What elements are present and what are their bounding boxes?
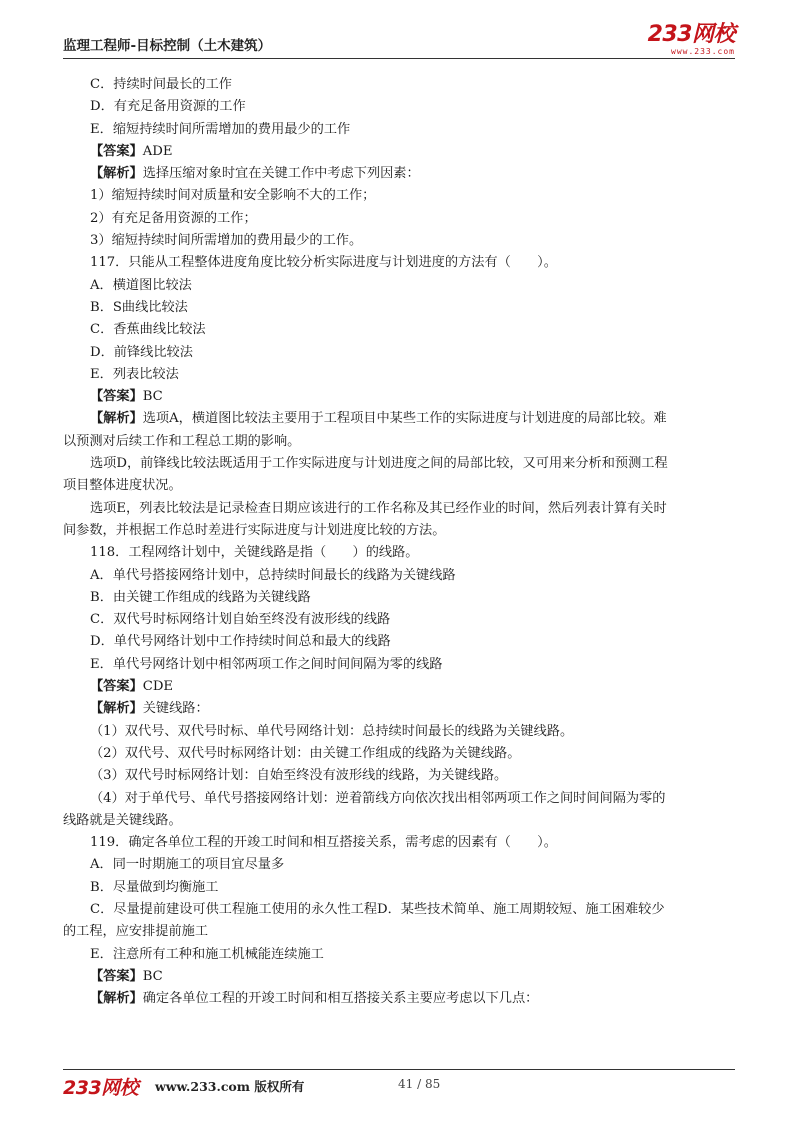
text-line	[63, 230, 735, 252]
answer-label: 【答案】	[90, 679, 143, 695]
line-text: （3）双代号时标网络计划：自始至终没有波形线的线路，为关键线路。	[90, 768, 508, 784]
analysis-label: 【解析】	[90, 991, 143, 1007]
line-text: 的工程，应安排提前施工	[63, 924, 209, 940]
text-line	[63, 587, 735, 609]
text-line	[63, 141, 735, 163]
text-line	[63, 275, 735, 297]
header-divider	[63, 58, 735, 59]
brand-logo	[648, 24, 735, 56]
line-text: 线路就是关键线路。	[63, 812, 182, 828]
line-text: 3）缩短持续时间所需增加的费用最少的工作。	[90, 233, 363, 249]
text-line	[63, 96, 735, 118]
text-line	[63, 297, 735, 319]
text-line	[63, 676, 735, 698]
answer-label: 【答案】	[90, 389, 143, 405]
answer-label: 【答案】	[90, 143, 143, 159]
text-line	[63, 364, 735, 386]
line-text: 2）有充足备用资源的工作；	[90, 210, 257, 226]
text-line	[63, 899, 735, 921]
text-line	[63, 431, 735, 453]
text-line	[63, 743, 735, 765]
line-text: E．单代号网络计划中相邻两项工作之间时间间隔为零的线路	[90, 656, 443, 672]
text-line	[63, 319, 735, 341]
footer-copyright: www.233.com 版权所有	[155, 1079, 305, 1094]
page-number: 41 / 85	[398, 1077, 441, 1091]
line-text: C．持续时间最长的工作	[90, 77, 232, 92]
text-line	[63, 342, 735, 364]
line-text: 项目整体进度状况。	[63, 478, 182, 494]
text-line	[63, 988, 735, 1010]
brand-logo-url: www.233.com	[671, 47, 735, 56]
text-line	[63, 654, 735, 676]
line-text: CDE	[142, 679, 174, 695]
line-text: 1）缩短持续时间对质量和安全影响不大的工作；	[90, 188, 376, 204]
line-text: BC	[142, 389, 163, 405]
document-title: 监理工程师-目标控制（土木建筑）	[63, 38, 272, 54]
line-text: 选择压缩对象时宜在关键工作中考虑下列因素：	[142, 166, 420, 182]
line-text: 选项D，前锋线比较法既适用于工作实际进度与计划进度之间的局部比较，又可用来分析和预测工程	[90, 456, 668, 472]
text-line	[63, 408, 735, 430]
text-line	[63, 698, 735, 720]
line-text: （1）双代号、双代号时标、单代号网络计划：总持续时间最长的线路为关键线路。	[90, 723, 574, 739]
page-footer	[63, 1073, 735, 1097]
text-line	[63, 565, 735, 587]
line-text: 119．确定各单位工程的开竣工时间和相互搭接关系，需考虑的因素有（ ）。	[90, 835, 557, 851]
text-line	[63, 609, 735, 631]
line-text: A．单代号搭接网络计划中，总持续时间最长的线路为关键线路	[90, 567, 456, 583]
brand-logo-text: 233网校	[647, 22, 735, 47]
text-line	[63, 119, 735, 141]
line-text: C．香蕉曲线比较法	[90, 322, 206, 338]
line-text: E．列表比较法	[90, 366, 179, 382]
line-text: B．尽量做到均衡施工	[90, 879, 219, 895]
text-line	[63, 252, 735, 274]
text-line	[63, 788, 735, 810]
line-text: C．双代号时标网络计划自始至终没有波形线的线路	[90, 612, 391, 628]
line-text: 确定各单位工程的开竣工时间和相互搭接关系主要应考虑以下几点：	[142, 991, 539, 1007]
line-text: 118．工程网络计划中，关键线路是指（ ）的线路。	[90, 545, 419, 561]
footer-logo: 233网校	[63, 1077, 139, 1099]
line-text: D．有充足备用资源的工作	[90, 99, 246, 115]
line-text: E．缩短持续时间所需增加的费用最少的工作	[90, 121, 351, 137]
text-line	[63, 520, 735, 542]
text-line	[63, 208, 735, 230]
analysis-label: 【解析】	[90, 166, 143, 182]
line-text: C．尽量提前建设可供工程施工使用的永久性工程D．某些技术简单、施工周期较短、施工困难较少	[90, 901, 665, 917]
text-line	[63, 386, 735, 408]
text-line	[63, 944, 735, 966]
line-text: ADE	[142, 143, 173, 159]
text-line	[63, 453, 735, 475]
line-text: A．同一时期施工的项目宜尽量多	[90, 857, 285, 873]
line-text: 关键线路：	[142, 701, 209, 717]
text-line	[63, 721, 735, 743]
line-text: B．由关键工作组成的线路为关键线路	[90, 589, 311, 605]
text-line	[63, 185, 735, 207]
line-text: （4）对于单代号、单代号搭接网络计划：逆着箭线方向依次找出相邻两项工作之间时间间隔为零的	[90, 790, 666, 806]
page-header	[63, 22, 735, 58]
line-text: （2）双代号、双代号时标网络计划：由关键工作组成的线路为关键线路。	[90, 745, 521, 761]
footer-divider	[63, 1069, 735, 1070]
analysis-label: 【解析】	[90, 411, 143, 427]
text-line	[63, 475, 735, 497]
line-text: BC	[142, 968, 163, 984]
line-text: 选项A，横道图比较法主要用于工程项目中某些工作的实际进度与计划进度的局部比较。难	[142, 411, 667, 427]
line-text: A．横道图比较法	[90, 277, 192, 293]
text-line	[63, 832, 735, 854]
text-line	[63, 74, 735, 96]
line-text: 117．只能从工程整体进度角度比较分析实际进度与计划进度的方法有（ ）。	[90, 255, 557, 271]
text-line	[63, 966, 735, 988]
text-line	[63, 921, 735, 943]
text-line	[63, 810, 735, 832]
text-line	[63, 877, 735, 899]
line-text: B．S曲线比较法	[90, 299, 188, 315]
line-text: D．单代号网络计划中工作持续时间总和最大的线路	[90, 634, 391, 650]
text-line	[63, 854, 735, 876]
text-line	[63, 498, 735, 520]
text-line	[63, 163, 735, 185]
document-body	[63, 74, 735, 1010]
line-text: E．注意所有工种和施工机械能连续施工	[90, 946, 324, 962]
analysis-label: 【解析】	[90, 701, 143, 717]
text-line	[63, 631, 735, 653]
text-line	[63, 765, 735, 787]
text-line	[63, 542, 735, 564]
line-text: D．前锋线比较法	[90, 344, 193, 360]
line-text: 以预测对后续工作和工程总工期的影响。	[63, 433, 301, 449]
answer-label: 【答案】	[90, 968, 143, 984]
line-text: 间参数，并根据工作总时差进行实际进度与计划进度比较的方法。	[63, 522, 446, 538]
line-text: 选项E，列表比较法是记录检查日期应该进行的工作名称及其已经作业的时间，然后列表计算有关时	[90, 500, 667, 516]
